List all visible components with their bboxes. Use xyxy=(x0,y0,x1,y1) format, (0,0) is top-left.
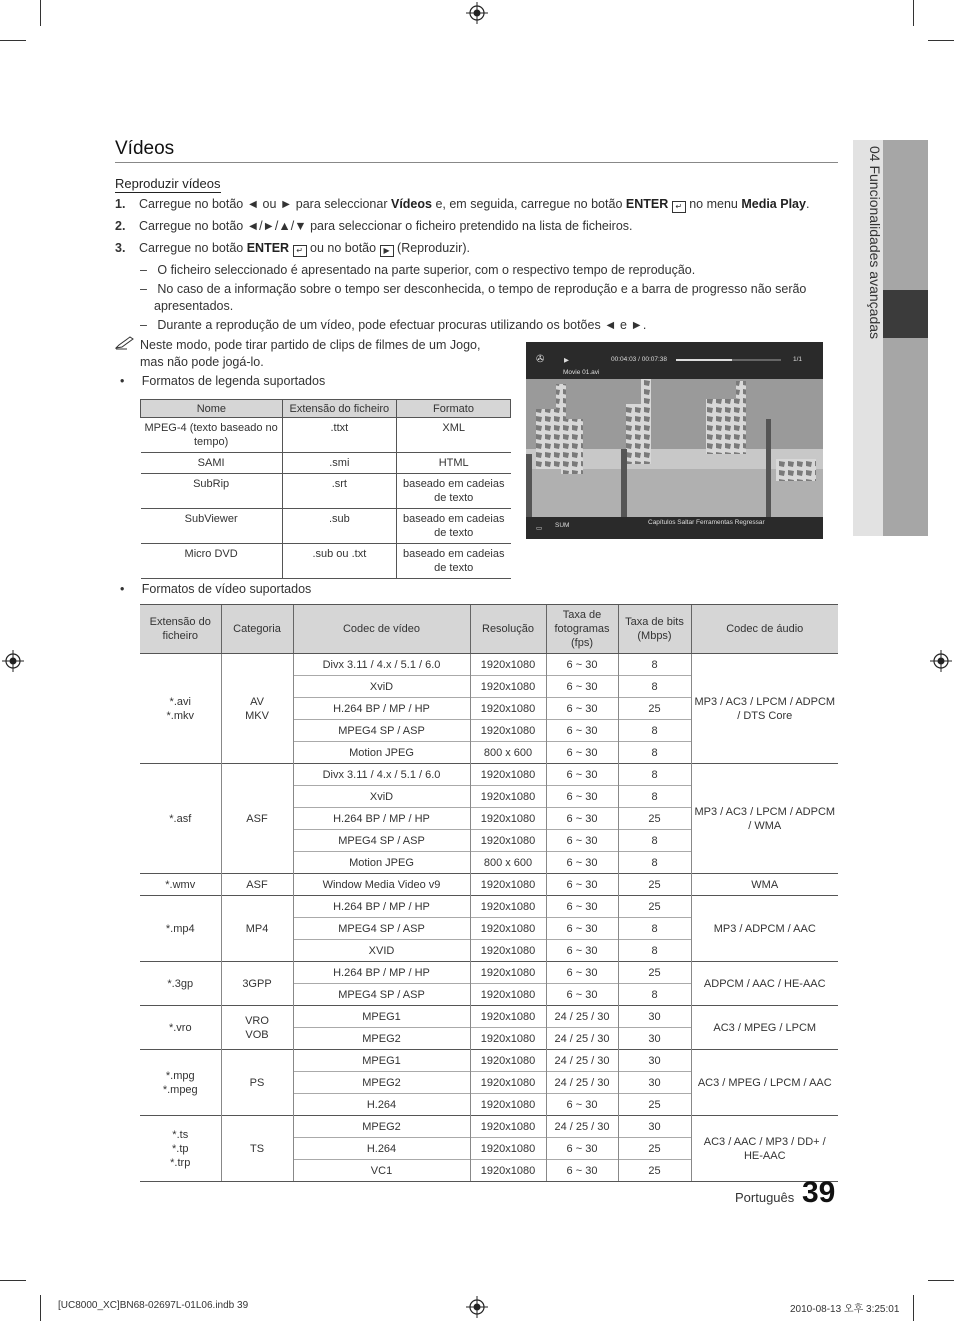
side-tab-active-block xyxy=(883,290,928,338)
table-cell: *.avi *.mkv xyxy=(140,654,221,764)
table-row xyxy=(141,418,511,453)
table-cell: *.mpg *.mpeg xyxy=(140,1050,221,1116)
table-cell: MP3 / ADPCM / AAC xyxy=(691,896,838,962)
giraffe-video-frame xyxy=(526,379,823,517)
step-1: 1. Carregue no botão ◄ ou ► para seleccionar Vídeos e, em seguida, carregue no botão ENTER ↵ no menu Media Play. xyxy=(115,197,810,211)
table-cell: 1920x1080 xyxy=(470,676,546,698)
table-cell: 30 xyxy=(618,1006,691,1028)
table-cell: 6 ~ 30 xyxy=(546,786,618,808)
dash-item: – O ficheiro seleccionado é apresentado na parte superior, com o respectivo tempo de reprodução. xyxy=(140,263,696,277)
table-header: Categoria xyxy=(221,605,293,654)
table-cell: *.asf xyxy=(140,764,221,874)
table-cell: AC3 / MPEG / LPCM / AAC xyxy=(691,1050,838,1116)
table-cell: 1920x1080 xyxy=(470,808,546,830)
table-cell: Window Media Video v9 xyxy=(293,874,470,896)
table-cell: 800 x 600 xyxy=(470,742,546,764)
table-cell: Micro DVD xyxy=(141,544,283,579)
registration-mark-icon xyxy=(466,1296,488,1318)
table-cell: SubViewer xyxy=(141,509,283,544)
table-cell: 24 / 25 / 30 xyxy=(546,1116,618,1138)
table-cell: 6 ~ 30 xyxy=(546,962,618,984)
table-cell: MP3 / AC3 / LPCM / ADPCM / WMA xyxy=(691,764,838,874)
table-cell: 6 ~ 30 xyxy=(546,720,618,742)
crop-mark xyxy=(928,1280,954,1281)
crop-mark xyxy=(913,1295,914,1321)
enter-icon: ↵ xyxy=(672,201,686,213)
table-header: Codec de áudio xyxy=(691,605,838,654)
table-row xyxy=(140,1006,838,1028)
table-cell: 8 xyxy=(618,786,691,808)
table-header: Taxa de bits (Mbps) xyxy=(618,605,691,654)
table-cell: MP4 xyxy=(221,896,293,962)
table-cell: 24 / 25 / 30 xyxy=(546,1050,618,1072)
table-cell: 1920x1080 xyxy=(470,1094,546,1116)
table-cell: *.wmv xyxy=(140,874,221,896)
video-icon: ✇ xyxy=(536,354,545,365)
dash-item: – No caso de a informação sobre o tempo ser desconhecida, o tempo de reprodução e a barra de progresso não serão xyxy=(140,282,807,296)
table-cell: 8 xyxy=(618,830,691,852)
note-line: mas não pode jogá-lo. xyxy=(140,355,264,369)
table-cell: 1920x1080 xyxy=(470,940,546,962)
table-cell: 6 ~ 30 xyxy=(546,918,618,940)
table-cell: 6 ~ 30 xyxy=(546,852,618,874)
progress-fill xyxy=(676,359,732,361)
table-cell: 30 xyxy=(618,1050,691,1072)
table-cell: H.264 BP / MP / HP xyxy=(293,698,470,720)
table-cell: 8 xyxy=(618,852,691,874)
table-cell: 25 xyxy=(618,1160,691,1182)
crop-mark xyxy=(40,1295,41,1321)
table-row xyxy=(141,474,511,509)
table-cell: 1920x1080 xyxy=(470,786,546,808)
section-title: Vídeos xyxy=(115,138,175,159)
media-play-screenshot xyxy=(526,342,823,539)
table-row xyxy=(141,509,511,544)
table-cell: 30 xyxy=(618,1116,691,1138)
side-tab-block xyxy=(883,338,928,536)
table-cell: XviD xyxy=(293,676,470,698)
table-cell: PS xyxy=(221,1050,293,1116)
table-cell: 6 ~ 30 xyxy=(546,830,618,852)
registration-mark-icon xyxy=(2,650,24,672)
table-cell: 24 / 25 / 30 xyxy=(546,1006,618,1028)
table-cell: 8 xyxy=(618,654,691,676)
table-header: Formato xyxy=(396,400,510,418)
table-cell: H.264 BP / MP / HP xyxy=(293,808,470,830)
table-cell: 3GPP xyxy=(221,962,293,1006)
note-pencil-icon xyxy=(115,336,135,350)
table-cell: baseado em cadeias de texto xyxy=(396,544,510,579)
table-cell: 1920x1080 xyxy=(470,1160,546,1182)
video-formats-bullet: • Formatos de vídeo suportados xyxy=(120,582,312,596)
table-cell: Divx 3.11 / 4.x / 5.1 / 6.0 xyxy=(293,654,470,676)
table-cell: 800 x 600 xyxy=(470,852,546,874)
table-row xyxy=(140,874,838,896)
table-cell: 6 ~ 30 xyxy=(546,764,618,786)
table-cell: MPEG4 SP / ASP xyxy=(293,984,470,1006)
table-cell: 25 xyxy=(618,1138,691,1160)
table-cell: .smi xyxy=(282,453,396,474)
print-file-info: [UC8000_XC]BN68-02697L-01L06.indb 39 xyxy=(58,1300,249,1311)
table-cell: .sub xyxy=(282,509,396,544)
table-cell: 1920x1080 xyxy=(470,1050,546,1072)
play-icon: ▶ xyxy=(380,245,394,257)
table-cell: H.264 xyxy=(293,1138,470,1160)
table-cell: AC3 / MPEG / LPCM xyxy=(691,1006,838,1050)
table-header: Resolução xyxy=(470,605,546,654)
table-cell: 1920x1080 xyxy=(470,874,546,896)
table-header: Codec de vídeo xyxy=(293,605,470,654)
registration-mark-icon xyxy=(466,2,488,24)
table-cell: XML xyxy=(396,418,510,453)
table-cell: XviD xyxy=(293,786,470,808)
table-cell: SubRip xyxy=(141,474,283,509)
table-cell: 6 ~ 30 xyxy=(546,676,618,698)
table-cell: 30 xyxy=(618,1028,691,1050)
table-cell: *.ts *.tp *.trp xyxy=(140,1116,221,1182)
chapter-label: 04 Funcionalidades avançadas xyxy=(867,146,883,340)
table-cell: 6 ~ 30 xyxy=(546,808,618,830)
table-cell: 8 xyxy=(618,984,691,1006)
table-cell: .sub ou .txt xyxy=(282,544,396,579)
table-cell: 1920x1080 xyxy=(470,1072,546,1094)
table-cell: H.264 xyxy=(293,1094,470,1116)
play-indicator-icon: ▶ xyxy=(564,357,569,364)
crop-mark xyxy=(40,0,41,26)
table-cell: 25 xyxy=(618,874,691,896)
table-cell: 1920x1080 xyxy=(470,720,546,742)
usb-icon: ▭ xyxy=(536,525,543,532)
table-cell: 6 ~ 30 xyxy=(546,940,618,962)
table-cell: MPEG1 xyxy=(293,1006,470,1028)
table-cell: MPEG2 xyxy=(293,1072,470,1094)
table-cell: 6 ~ 30 xyxy=(546,1138,618,1160)
table-cell: AV MKV xyxy=(221,654,293,764)
table-cell: MPEG4 SP / ASP xyxy=(293,918,470,940)
table-cell: 8 xyxy=(618,676,691,698)
table-cell: 1920x1080 xyxy=(470,896,546,918)
time-readout: 00:04:03 / 00:07:38 xyxy=(611,356,668,363)
table-cell: MPEG4 SP / ASP xyxy=(293,720,470,742)
device-label: SUM xyxy=(555,522,570,529)
table-cell: TS xyxy=(221,1116,293,1182)
table-row xyxy=(140,962,838,984)
table-row xyxy=(141,453,511,474)
table-cell: MPEG1 xyxy=(293,1050,470,1072)
table-cell: baseado em cadeias de texto xyxy=(396,474,510,509)
step-3: 3. Carregue no botão ENTER ↵ ou no botão ▶ (Reproduzir). xyxy=(115,241,470,255)
table-cell: 1920x1080 xyxy=(470,962,546,984)
registration-mark-icon xyxy=(930,650,952,672)
table-row xyxy=(140,1050,838,1072)
table-cell: 1920x1080 xyxy=(470,654,546,676)
footer-language: Português xyxy=(735,1190,795,1205)
progress-bar xyxy=(676,359,781,361)
table-cell: 6 ~ 30 xyxy=(546,1160,618,1182)
table-cell: 6 ~ 30 xyxy=(546,874,618,896)
table-cell: Motion JPEG xyxy=(293,852,470,874)
table-cell: 25 xyxy=(618,1094,691,1116)
page-count: 1/1 xyxy=(793,356,803,363)
table-cell: 6 ~ 30 xyxy=(546,698,618,720)
table-header: Extensão do ficheiro xyxy=(140,605,221,654)
table-cell: 6 ~ 30 xyxy=(546,896,618,918)
crop-mark xyxy=(0,40,26,41)
table-cell: *.vro xyxy=(140,1006,221,1050)
subheading: Reproduzir vídeos xyxy=(115,176,221,191)
table-cell: 1920x1080 xyxy=(470,984,546,1006)
subtitle-formats-table xyxy=(140,399,511,579)
control-hints: Capítulos Saltar Ferramentas Regressar xyxy=(648,519,765,526)
table-cell: 8 xyxy=(618,720,691,742)
table-cell: WMA xyxy=(691,874,838,896)
table-cell: XVID xyxy=(293,940,470,962)
table-cell: 1920x1080 xyxy=(470,1028,546,1050)
table-cell: MPEG-4 (texto baseado no tempo) xyxy=(141,418,283,453)
table-cell: 30 xyxy=(618,1072,691,1094)
step-2: 2. Carregue no botão ◄/►/▲/▼ para seleccionar o ficheiro pretendido na lista de ficheiros. xyxy=(115,219,633,233)
table-cell: MPEG2 xyxy=(293,1028,470,1050)
table-cell: 25 xyxy=(618,896,691,918)
table-cell: 1920x1080 xyxy=(470,698,546,720)
table-cell: MPEG2 xyxy=(293,1116,470,1138)
table-cell: 1920x1080 xyxy=(470,1006,546,1028)
table-cell: ADPCM / AAC / HE-AAC xyxy=(691,962,838,1006)
table-cell: 1920x1080 xyxy=(470,918,546,940)
table-row xyxy=(140,654,838,676)
table-cell: 1920x1080 xyxy=(470,764,546,786)
table-cell: VC1 xyxy=(293,1160,470,1182)
table-cell: Motion JPEG xyxy=(293,742,470,764)
table-cell: 6 ~ 30 xyxy=(546,742,618,764)
table-header: Taxa de fotogramas (fps) xyxy=(546,605,618,654)
crop-mark xyxy=(913,0,914,26)
table-cell: Divx 3.11 / 4.x / 5.1 / 6.0 xyxy=(293,764,470,786)
print-date: 2010-08-13 오후 3:25:01 xyxy=(790,1304,900,1315)
table-cell: 8 xyxy=(618,940,691,962)
note-line: Neste modo, pode tirar partido de clips de filmes de um Jogo, xyxy=(140,338,481,352)
table-cell: ASF xyxy=(221,764,293,874)
video-formats-table xyxy=(140,604,838,1182)
table-cell: H.264 BP / MP / HP xyxy=(293,962,470,984)
table-cell: 24 / 25 / 30 xyxy=(546,1028,618,1050)
table-cell: 1920x1080 xyxy=(470,1138,546,1160)
side-tab-block xyxy=(883,140,928,290)
subtitle-formats-bullet: • Formatos de legenda suportados xyxy=(120,374,326,388)
table-header: Extensão do ficheiro xyxy=(282,400,396,418)
table-cell: *.3gp xyxy=(140,962,221,1006)
dash-item: – Durante a reprodução de um vídeo, pode efectuar procuras utilizando os botões ◄ e ►. xyxy=(140,318,647,332)
table-row xyxy=(140,896,838,918)
table-cell: MP3 / AC3 / LPCM / ADPCM / DTS Core xyxy=(691,654,838,764)
table-cell: 1920x1080 xyxy=(470,830,546,852)
table-row xyxy=(140,764,838,786)
dash-item-cont: apresentados. xyxy=(154,299,234,313)
table-cell: 8 xyxy=(618,742,691,764)
table-row xyxy=(140,1116,838,1138)
table-cell: .ttxt xyxy=(282,418,396,453)
table-cell: 8 xyxy=(618,918,691,940)
table-cell: HTML xyxy=(396,453,510,474)
table-cell: ASF xyxy=(221,874,293,896)
table-cell: H.264 BP / MP / HP xyxy=(293,896,470,918)
table-cell: MPEG4 SP / ASP xyxy=(293,830,470,852)
enter-icon: ↵ xyxy=(293,245,307,257)
file-name: Movie 01.avi xyxy=(563,369,600,376)
crop-mark xyxy=(928,40,954,41)
table-cell: VRO VOB xyxy=(221,1006,293,1050)
table-cell: 6 ~ 30 xyxy=(546,984,618,1006)
title-rule xyxy=(115,162,838,163)
page-number: 39 xyxy=(802,1176,836,1209)
table-cell: SAMI xyxy=(141,453,283,474)
crop-mark xyxy=(0,1280,26,1281)
table-cell: *.mp4 xyxy=(140,896,221,962)
table-cell: 25 xyxy=(618,698,691,720)
table-cell: baseado em cadeias de texto xyxy=(396,509,510,544)
table-header: Nome xyxy=(141,400,283,418)
table-cell: AC3 / AAC / MP3 / DD+ / HE-AAC xyxy=(691,1116,838,1182)
table-cell: 24 / 25 / 30 xyxy=(546,1072,618,1094)
table-cell: .srt xyxy=(282,474,396,509)
table-cell: 8 xyxy=(618,764,691,786)
table-cell: 25 xyxy=(618,808,691,830)
table-cell: 6 ~ 30 xyxy=(546,654,618,676)
table-cell: 1920x1080 xyxy=(470,1116,546,1138)
table-row xyxy=(141,544,511,579)
table-cell: 25 xyxy=(618,962,691,984)
table-cell: 6 ~ 30 xyxy=(546,1094,618,1116)
